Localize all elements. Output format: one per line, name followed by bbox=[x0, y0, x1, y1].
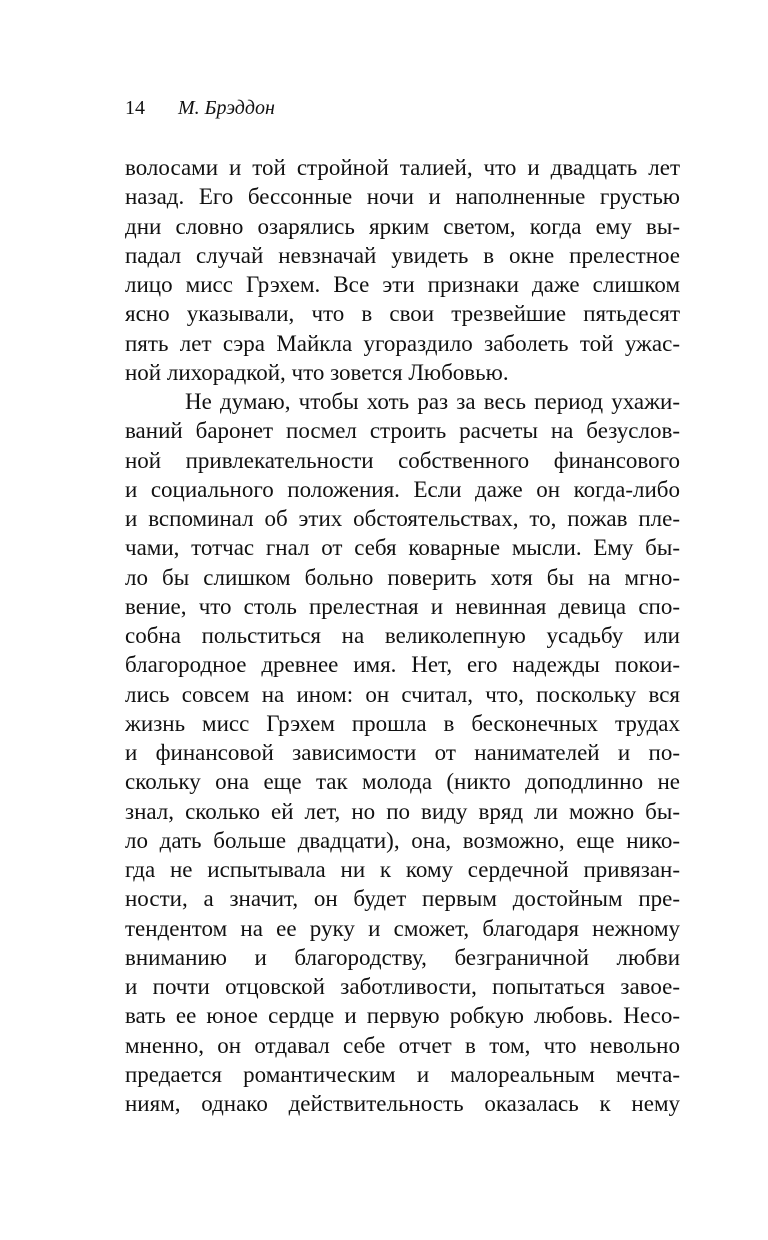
text-line-24: ло дать больше двадцати), она, возможно, еще нико- bbox=[125, 827, 680, 853]
text-line-9-paragraph-start: Не думаю, чтобы хоть раз за весь период ухажи- bbox=[185, 389, 680, 414]
text-line-11: ной привлекательности собственного финансового bbox=[125, 447, 680, 473]
text-line-19: лись совсем на ином: он считал, что, поскольку вся bbox=[125, 681, 680, 707]
text-line-28: вниманию и благородству, безграничной любви bbox=[125, 944, 680, 970]
text-line-31: мненно, он отдавал себе отчет в том, что невольно bbox=[125, 1032, 680, 1058]
text-line-4: падал случай невзначай увидеть в окне прелестное bbox=[125, 242, 680, 268]
text-line-20: жизнь мисс Грэхем прошла в бесконечных трудах bbox=[125, 710, 680, 736]
text-line-2: назад. Его бессонные ночи и наполненные грустью bbox=[125, 184, 680, 210]
text-line-13: и вспоминал об этих обстоятельствах, то, пожав пле- bbox=[125, 506, 680, 531]
text-line-23: знал, сколько ей лет, но по виду вряд ли можно бы- bbox=[125, 798, 680, 824]
text-line-21: и финансовой зависимости от нанимателей и по- bbox=[125, 740, 680, 765]
text-line-15: ло бы слишком больно поверить хотя бы на мгно- bbox=[125, 564, 680, 590]
text-line-25: гда не испытывала ни к кому сердечной привязан- bbox=[125, 857, 680, 882]
text-line-22: скольку она еще так молода (никто доподлинно не bbox=[125, 769, 680, 795]
text-line-32: предается романтическим и малореальным мечта- bbox=[125, 1061, 680, 1087]
body-text bbox=[125, 153, 680, 1118]
running-title-author: М. Брэддон bbox=[178, 97, 275, 119]
text-line-14: чами, тотчас гнал от себя коварные мысли. Ему бы- bbox=[125, 535, 680, 561]
text-line-7: пять лет сэра Майкла угораздило заболеть той ужас- bbox=[125, 330, 680, 356]
text-line-3: дни словно озарялись ярким светом, когда ему вы- bbox=[125, 213, 680, 239]
text-line-8-paragraph-end: ной лихорадкой, что зовется Любовью. bbox=[125, 359, 509, 385]
text-line-17: собна польститься на великолепную усадьбу или bbox=[125, 623, 680, 648]
page-header bbox=[125, 96, 275, 120]
text-line-6: ясно указывали, что в свои трезвейшие пятьдесят bbox=[125, 301, 680, 327]
text-line-5: лицо мисс Грэхем. Все эти признаки даже слишком bbox=[125, 272, 680, 297]
text-line-12: и социального положения. Если даже он когда-либо bbox=[125, 476, 680, 502]
text-line-30: вать ее юное сердце и первую робкую любовь. Несо- bbox=[125, 1003, 680, 1029]
text-line-29: и почти отцовской заботливости, попытаться завое- bbox=[125, 974, 680, 999]
text-line-27: тендентом на ее руку и сможет, благодаря нежному bbox=[125, 915, 680, 941]
text-line-18: благородное древнее имя. Нет, его надежды покои- bbox=[125, 652, 680, 678]
page-number: 14 bbox=[125, 97, 145, 119]
text-line-16: вение, что столь прелестная и невинная девица спо- bbox=[125, 593, 680, 619]
text-line-33: ниям, однако действительность оказалась к нему bbox=[125, 1091, 680, 1116]
text-line-10: ваний баронет посмел строить расчеты на безуслов- bbox=[125, 418, 680, 444]
text-line-1: волосами и той стройной талией, что и двадцать лет bbox=[125, 155, 680, 180]
text-line-26: ности, а значит, он будет первым достойным пре- bbox=[125, 886, 680, 912]
